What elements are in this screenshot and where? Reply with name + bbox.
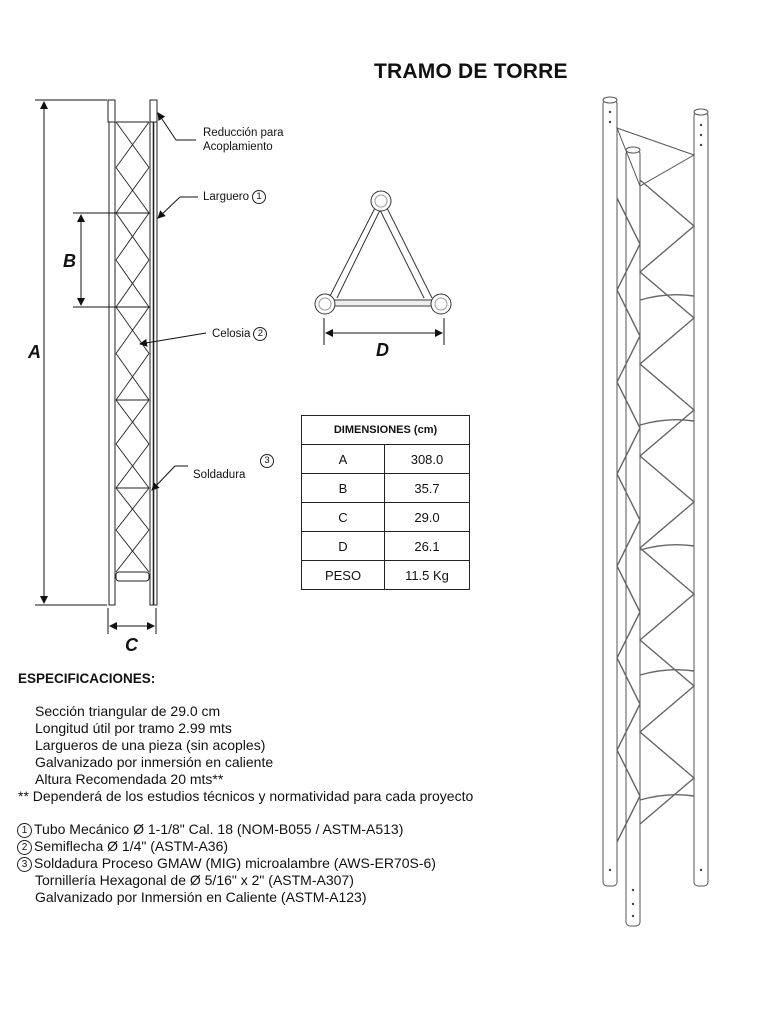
material-number: 2	[17, 840, 32, 855]
material-line	[17, 838, 228, 855]
material-text: Tubo Mecánico Ø 1-1/8" Cal. 18 (NOM-B055 / ASTM-A513)	[34, 821, 404, 837]
row-value: 11.5 Kg	[385, 561, 470, 590]
cross-section	[315, 191, 451, 314]
callout-larguero	[203, 190, 266, 204]
dim-label-a: A	[28, 342, 41, 362]
table-row	[302, 445, 470, 474]
callout-larguero-label: Larguero	[203, 191, 250, 204]
row-value: 308.0	[385, 445, 470, 474]
callout-soldadura-number: 3	[260, 454, 274, 468]
material-line: Galvanizado por Inmersión en Caliente (ASTM-A123)	[35, 889, 367, 905]
callout-celosia	[212, 327, 267, 341]
material-number: 1	[17, 823, 32, 838]
spec-footnote: ** Dependerá de los estudios técnicos y normatividad para cada proyecto	[18, 788, 474, 804]
row-label: PESO	[302, 561, 385, 590]
row-label: A	[302, 445, 385, 474]
front-elevation	[108, 100, 157, 605]
table-row	[302, 532, 470, 561]
row-label: B	[302, 474, 385, 503]
callout-larguero-number: 1	[252, 190, 266, 204]
lattice	[116, 122, 149, 572]
dim-label-b: B	[63, 251, 76, 271]
row-value: 29.0	[385, 503, 470, 532]
spec-line: Longitud útil por tramo 2.99 mts	[35, 720, 232, 736]
row-value: 26.1	[385, 532, 470, 561]
spec-line: Largueros de una pieza (sin acoples)	[35, 737, 266, 753]
row-value: 35.7	[385, 474, 470, 503]
callout-reduccion-line2: Acoplamiento	[203, 141, 273, 153]
spec-line: Sección triangular de 29.0 cm	[35, 703, 221, 719]
callout-celosia-number: 2	[253, 327, 267, 341]
row-label: C	[302, 503, 385, 532]
table-header: DIMENSIONES (cm)	[302, 416, 470, 445]
callout-celosia-label: Celosia	[212, 328, 251, 341]
specs-heading: ESPECIFICACIONES:	[18, 671, 156, 686]
spec-line: Galvanizado por inmersión en caliente	[35, 754, 274, 770]
material-text: Soldadura Proceso GMAW (MIG) microalambre (AWS-ER70S-6)	[34, 855, 436, 871]
callout-soldadura-label: Soldadura	[193, 469, 246, 481]
perspective-tower	[603, 97, 708, 926]
left-leg	[109, 100, 115, 605]
dimensions-table	[301, 415, 470, 590]
material-line	[17, 855, 436, 872]
material-line: Tornillería Hexagonal de Ø 5/16" x 2" (ASTM-A307)	[35, 872, 354, 888]
callout-soldadura-number-wrap	[257, 454, 274, 468]
dim-label-c: C	[125, 635, 138, 655]
dim-label-d: D	[376, 340, 389, 360]
callout-reduccion	[203, 126, 284, 154]
table-row	[302, 561, 470, 590]
spec-line: Altura Recomendada 20 mts**	[35, 771, 224, 787]
row-label: D	[302, 532, 385, 561]
material-line	[17, 821, 403, 838]
material-text: Semiflecha Ø 1/4" (ASTM-A36)	[34, 838, 229, 854]
table-header-row	[302, 416, 470, 445]
table-row	[302, 503, 470, 532]
table-row	[302, 474, 470, 503]
dimension-a	[35, 100, 107, 605]
page-title: TRAMO DE TORRE	[374, 60, 568, 83]
material-number: 3	[17, 857, 32, 872]
callout-soldadura	[193, 468, 245, 482]
dimension-c	[108, 608, 156, 634]
callout-reduccion-line1: Reducción para	[203, 127, 284, 139]
